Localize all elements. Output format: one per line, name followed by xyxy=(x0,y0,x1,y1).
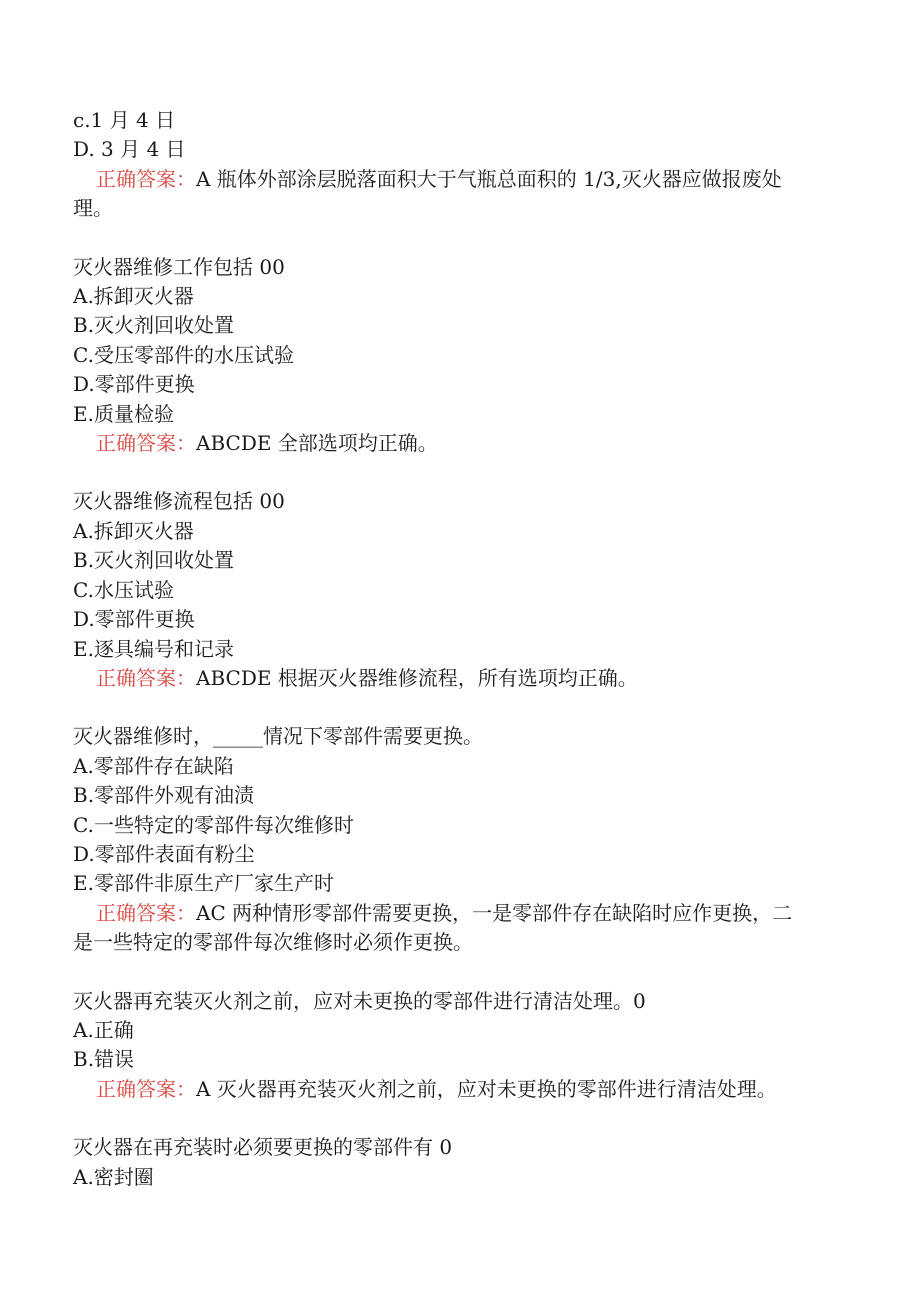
document-body xyxy=(73,106,853,1192)
answer-continuation: 理。 xyxy=(73,196,113,221)
answer-continuation: 是一些特定的零部件每次维修时必须作更换。 xyxy=(73,930,473,955)
answer-line xyxy=(73,1075,853,1104)
answer-label: 正确答案： xyxy=(96,1076,196,1101)
answer-line xyxy=(73,165,853,194)
question-block xyxy=(73,253,853,459)
answer-text: A 瓶体外部涂层脱落面积大于气瓶总面积的 1/3,灭火器应做报废处 xyxy=(196,166,782,191)
option: E.质量检验 xyxy=(73,401,174,426)
answer-text: ABCDE 全部选项均正确。 xyxy=(196,431,438,456)
answer-text: AC 两种情形零部件需要更换，一是零部件存在缺陷时应作更换，二 xyxy=(196,900,793,925)
answer-line xyxy=(73,899,853,928)
option: A.正确 xyxy=(73,1017,134,1042)
answer-label: 正确答案： xyxy=(96,431,196,456)
option: A.拆卸灭火器 xyxy=(73,284,194,309)
option: A.零部件存在缺陷 xyxy=(73,753,234,778)
answer-label: 正确答案： xyxy=(96,900,196,925)
question-fragment xyxy=(73,106,853,224)
answer-label: 正确答案： xyxy=(96,665,196,690)
option: D.零部件更换 xyxy=(73,607,195,632)
option: E.逐具编号和记录 xyxy=(73,636,234,661)
option: B.灭火剂回收处置 xyxy=(73,313,235,338)
question-block xyxy=(73,987,853,1105)
option: B.零部件外观有油渍 xyxy=(73,783,255,808)
question-stem: 灭火器在再充装时必须要更换的零部件有 0 xyxy=(73,1135,453,1160)
answer-line xyxy=(73,664,853,693)
option: C.水压试验 xyxy=(73,577,174,602)
question-block xyxy=(73,487,853,693)
question-block xyxy=(73,722,853,957)
answer-text: ABCDE 根据灭火器维修流程，所有选项均正确。 xyxy=(196,665,638,690)
option: B.错误 xyxy=(73,1047,135,1072)
option: E.零部件非原生产厂家生产时 xyxy=(73,871,334,896)
option: A.密封圈 xyxy=(73,1164,154,1189)
option: D.零部件更换 xyxy=(73,372,195,397)
answer-line xyxy=(73,429,853,458)
answer-text: A 灭火器再充装灭火剂之前，应对未更换的零部件进行清洁处理。 xyxy=(196,1076,777,1101)
option: B.灭火剂回收处置 xyxy=(73,548,235,573)
option: A.拆卸灭火器 xyxy=(73,518,194,543)
question-block xyxy=(73,1133,853,1192)
option: c.1 月 4 日 xyxy=(73,108,176,132)
question-stem: 灭火器维修时，_____情况下零部件需要更换。 xyxy=(73,724,483,749)
option: D.零部件表面有粉尘 xyxy=(73,841,255,866)
option: C.一些特定的零部件每次维修时 xyxy=(73,812,354,837)
option: D. 3 月 4 日 xyxy=(73,137,186,162)
question-stem: 灭火器再充装灭火剂之前，应对未更换的零部件进行清洁处理。0 xyxy=(73,988,646,1013)
answer-label: 正确答案： xyxy=(96,166,196,191)
option: C.受压零部件的水压试验 xyxy=(73,342,294,367)
question-stem: 灭火器维修工作包括 00 xyxy=(73,254,285,279)
question-stem: 灭火器维修流程包括 00 xyxy=(73,489,285,514)
